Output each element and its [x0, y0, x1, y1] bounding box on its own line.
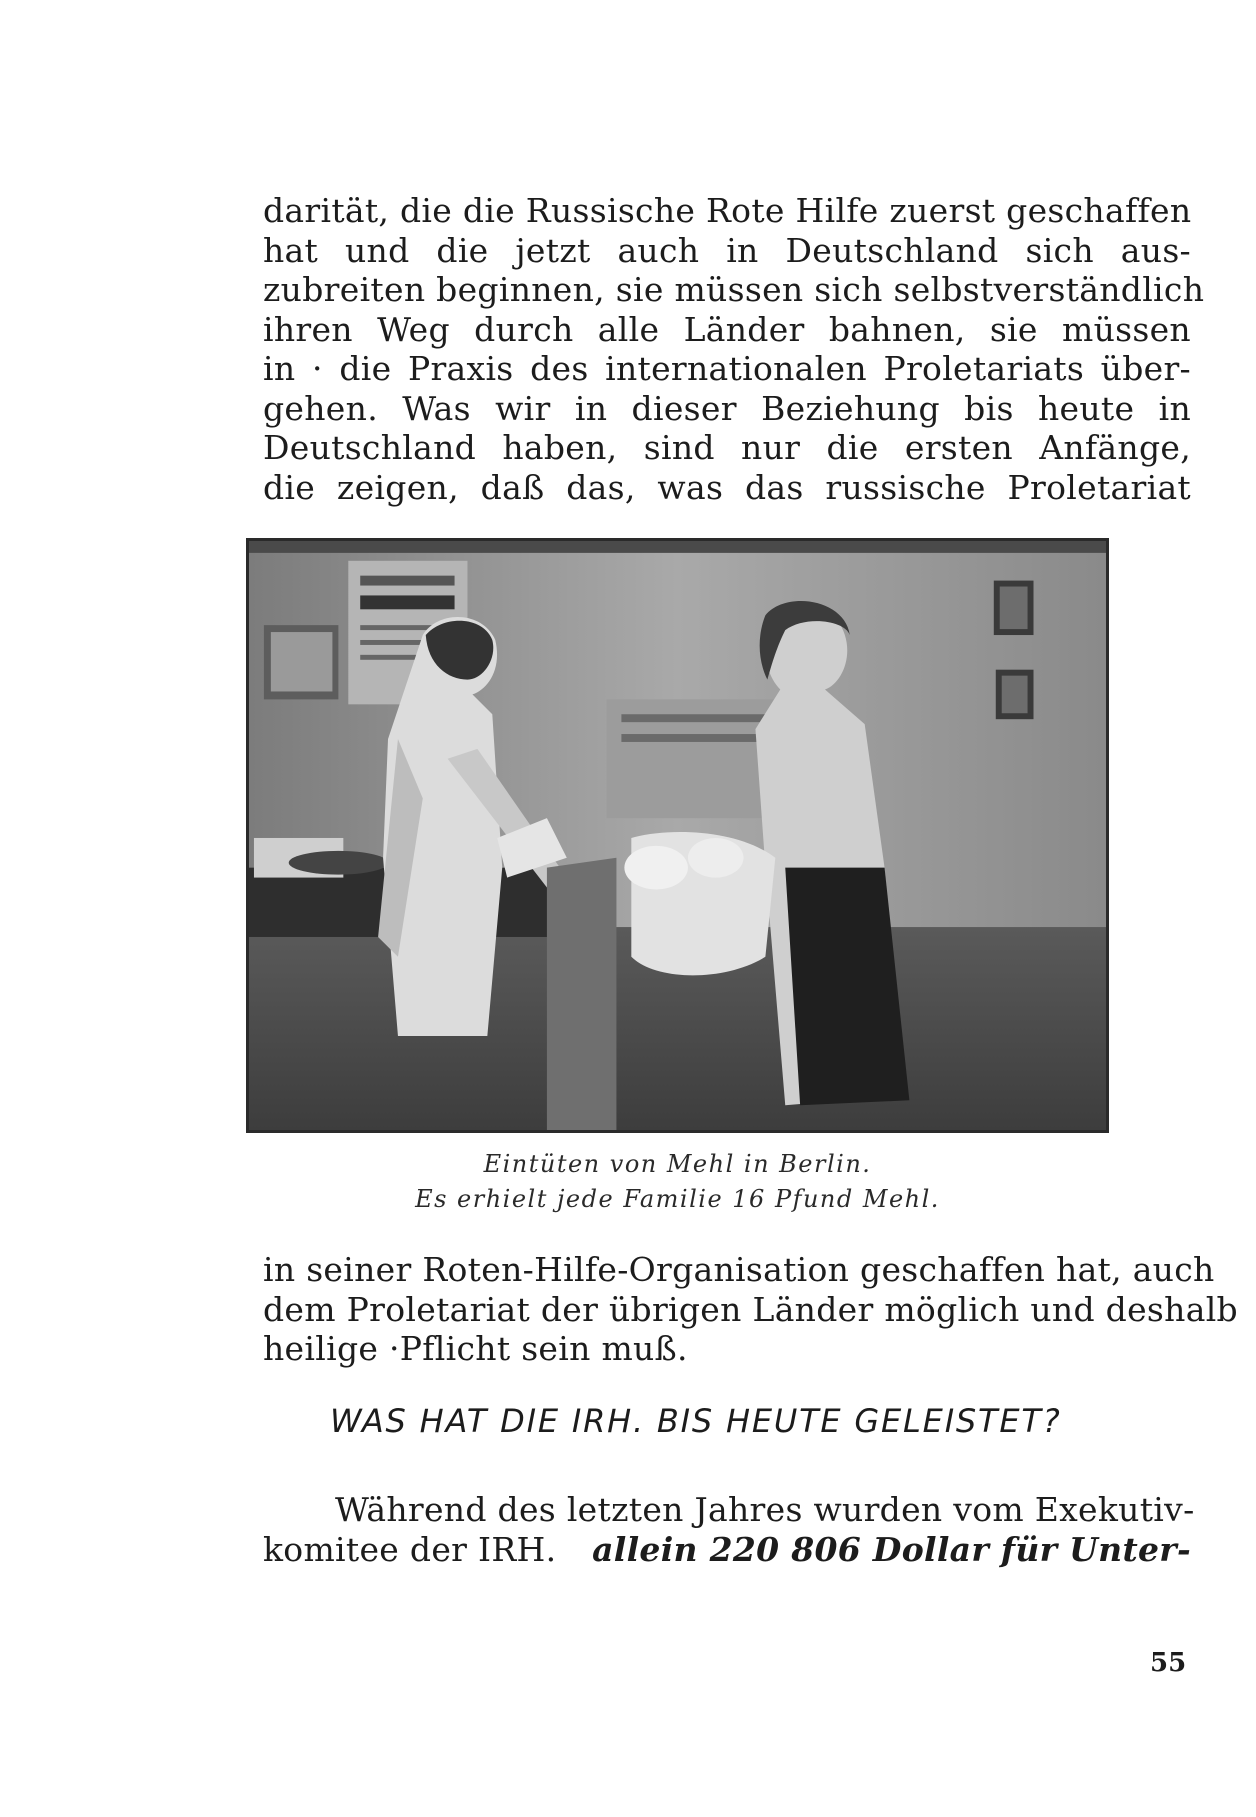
text-line: in · die Praxis des internationalen Proletariats über-	[263, 349, 1191, 388]
paragraph-middle	[263, 1250, 1238, 1369]
text-line: ihren Weg durch alle Länder bahnen, sie müssen	[263, 309, 1191, 349]
photo-caption-line: Es erhielt jede Familie 16 Pfund Mehl.	[415, 1185, 940, 1213]
halftone-photograph	[246, 538, 1109, 1133]
text-line: darität, die die Russische Rote Hilfe zuerst geschaffen	[263, 191, 1192, 230]
text-line-mixed	[263, 1530, 1191, 1570]
text-span-plain: komitee der IRH.	[263, 1529, 557, 1569]
text-line: in seiner Roten-Hilfe-Organisation geschaffen hat, auch	[263, 1250, 1215, 1289]
photo-caption-line: Eintüten von Mehl in Berlin.	[483, 1150, 872, 1178]
text-line: dem Proletariat der übrigen Länder möglich und deshalb	[263, 1289, 1238, 1329]
text-line: gehen. Was wir in dieser Beziehung bis heute in	[263, 388, 1191, 428]
section-heading: WAS HAT DIE IRH. BIS HEUTE GELEISTET?	[330, 1402, 1062, 1440]
paragraph-top	[263, 191, 1205, 507]
text-line: hat und die jetzt auch in Deutschland sich aus-	[263, 230, 1191, 270]
text-line: die zeigen, daß das, was das russische Proletariat	[263, 467, 1191, 507]
page-number: 55	[1150, 1648, 1187, 1678]
paragraph-bottom	[263, 1490, 1195, 1569]
text-line: zubreiten beginnen, sie müssen sich selbstverständlich	[263, 270, 1205, 309]
photo-illustration	[249, 541, 1106, 1130]
text-line: Deutschland haben, sind nur die ersten Anfänge,	[263, 428, 1191, 467]
text-span-emphasis: allein 220 806 Dollar für Unter-	[592, 1529, 1191, 1569]
text-line: Während des letzten Jahres wurden vom Exekutiv-	[335, 1490, 1195, 1529]
text-line: heilige ·Pflicht sein muß.	[263, 1329, 688, 1368]
